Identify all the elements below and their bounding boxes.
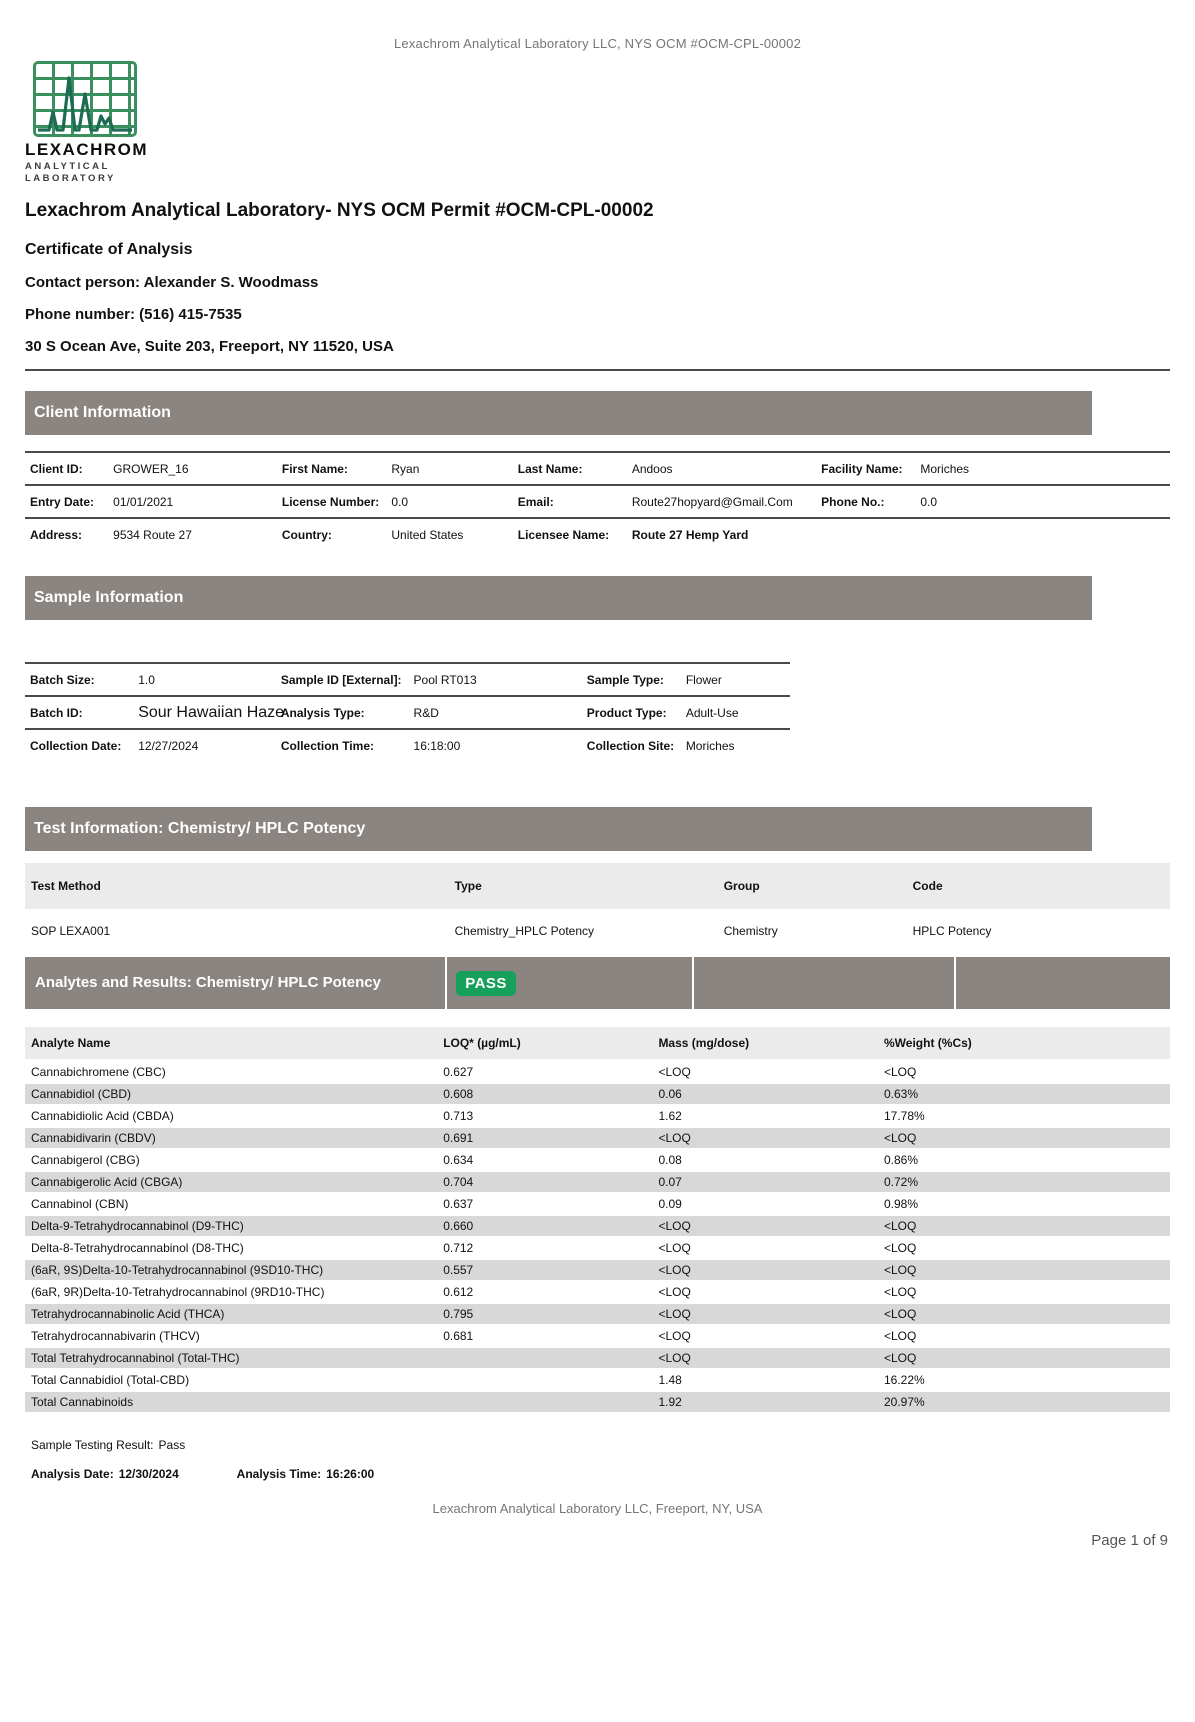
analyte-row — [25, 1392, 1170, 1412]
analytes-header-spacer-2 — [956, 957, 1170, 1009]
info-row — [25, 697, 790, 730]
client-info-section-header: Client Information — [25, 391, 1092, 435]
analyte-value: <LOQ — [658, 1329, 691, 1343]
contact-line: Contact person: Alexander S. Woodmass — [25, 274, 319, 291]
analyte-row — [25, 1370, 1170, 1390]
analytes-table-header — [25, 1027, 1170, 1059]
analyte-value: <LOQ — [884, 1351, 917, 1365]
test-table-body — [25, 909, 1170, 953]
analysis-date-label: Analysis Date: — [31, 1467, 114, 1481]
analyte-name: (6aR, 9R)Delta-10-Tetrahydrocannabinol (9RD10-THC) — [31, 1285, 325, 1299]
analyte-value: 0.06 — [658, 1087, 682, 1101]
analyte-name: Total Cannabinoids — [31, 1395, 134, 1409]
analysis-date-value: 12/30/2024 — [118, 1467, 179, 1481]
page-number: Page 1 of 9 — [1091, 1532, 1168, 1549]
analyte-value: 0.63% — [884, 1087, 919, 1101]
analyte-value: 0.07 — [658, 1175, 682, 1189]
analyte-value: 16.22% — [884, 1373, 925, 1387]
analysis-time-label: Analysis Time: — [236, 1467, 322, 1481]
field-value: Moriches — [920, 461, 970, 476]
page-header-text: Lexachrom Analytical Laboratory LLC, NYS OCM #OCM-CPL-00002 — [393, 36, 802, 51]
analytes-header-cell — [25, 957, 445, 1009]
column-header: LOQ* (µg/mL) — [443, 1036, 521, 1050]
lexachrom-logo — [25, 61, 155, 184]
analyte-value: 0.86% — [884, 1153, 919, 1167]
analyte-name: Cannabidiol (CBD) — [31, 1087, 132, 1101]
field-value: 01/01/2021 — [113, 494, 174, 509]
analyte-value: <LOQ — [658, 1285, 691, 1299]
analyte-row — [25, 1128, 1170, 1148]
field-label: Phone No.: — [821, 494, 885, 509]
analyte-name: Cannabichromene (CBC) — [31, 1065, 166, 1079]
analyte-name: Cannabidivarin (CBDV) — [31, 1131, 156, 1145]
analyte-value: <LOQ — [658, 1065, 691, 1079]
field-label: Facility Name: — [821, 461, 903, 476]
logo-sub-analytical: ANALYTICAL — [25, 161, 110, 172]
info-row — [25, 453, 1170, 486]
analyte-value: 0.704 — [443, 1175, 474, 1189]
test-table — [25, 863, 1170, 953]
test-cell: Chemistry — [723, 924, 778, 938]
analyte-value: <LOQ — [884, 1065, 917, 1079]
divider-rule — [25, 369, 1170, 371]
sample-testing-result-value: Pass — [158, 1438, 186, 1452]
field-label: Batch Size: — [30, 672, 95, 687]
analyte-value: <LOQ — [658, 1131, 691, 1145]
analyte-row — [25, 1238, 1170, 1258]
analyte-value: 0.634 — [443, 1153, 474, 1167]
field-value: 9534 Route 27 — [113, 527, 192, 542]
info-row — [25, 664, 790, 697]
analyte-row — [25, 1304, 1170, 1324]
analyte-value: 17.78% — [884, 1109, 925, 1123]
test-method-row — [25, 909, 1170, 953]
pass-status-badge: PASS — [456, 971, 516, 996]
analyte-value: 0.660 — [443, 1219, 474, 1233]
analyte-value: 0.713 — [443, 1109, 474, 1123]
field-label: Analysis Type: — [280, 705, 365, 720]
analyte-value: <LOQ — [884, 1263, 917, 1277]
field-value: Pool RT013 — [413, 672, 477, 687]
analyte-value: 0.691 — [443, 1131, 474, 1145]
field-value: 16:18:00 — [413, 738, 461, 753]
field-value: R&D — [413, 705, 439, 720]
test-cell: Chemistry_HPLC Potency — [454, 924, 595, 938]
analyte-row — [25, 1172, 1170, 1192]
column-header: %Weight (%Cs) — [884, 1036, 972, 1050]
sample-testing-result-label: Sample Testing Result: — [31, 1438, 154, 1452]
analytes-table — [25, 1027, 1170, 1412]
field-value: 0.0 — [391, 494, 409, 509]
field-label: License Number: — [281, 494, 380, 509]
field-label: Collection Time: — [280, 738, 374, 753]
analyte-value: <LOQ — [884, 1329, 917, 1343]
column-header: Test Method — [31, 879, 101, 893]
analyte-row — [25, 1216, 1170, 1236]
field-value: Sour Hawaiian Haze — [138, 703, 285, 721]
field-label: Licensee Name: — [517, 527, 610, 542]
analyte-row — [25, 1282, 1170, 1302]
analyte-value: <LOQ — [658, 1241, 691, 1255]
analyte-value: <LOQ — [884, 1307, 917, 1321]
analyte-value: <LOQ — [884, 1285, 917, 1299]
column-header: Analyte Name — [31, 1036, 111, 1050]
analyte-name: Cannabidiolic Acid (CBDA) — [31, 1109, 174, 1123]
analyte-value: 0.627 — [443, 1065, 474, 1079]
analyte-value: 0.637 — [443, 1197, 474, 1211]
analyte-value: 0.98% — [884, 1197, 919, 1211]
field-value: GROWER_16 — [113, 461, 189, 476]
analyte-row — [25, 1348, 1170, 1368]
analyte-value: <LOQ — [658, 1219, 691, 1233]
field-value: 0.0 — [920, 494, 938, 509]
test-info-section-header: Test Information: Chemistry/ HPLC Potency — [25, 807, 1092, 851]
certificate-title: Certificate of Analysis — [25, 241, 193, 258]
field-value: Flower — [685, 672, 722, 687]
field-value: 1.0 — [138, 672, 155, 687]
analytes-section-header — [25, 957, 1170, 1009]
field-value: Route 27 Hemp Yard — [631, 527, 749, 542]
analyte-value: <LOQ — [658, 1263, 691, 1277]
analyte-value: 1.92 — [658, 1395, 682, 1409]
field-value: Andoos — [631, 461, 673, 476]
field-label: Sample Type: — [586, 672, 664, 687]
test-table-header — [25, 863, 1170, 909]
page-title: Lexachrom Analytical Laboratory- NYS OCM Permit #OCM-CPL-00002 — [25, 200, 654, 221]
analysis-time — [237, 1467, 375, 1481]
analyte-value: 20.97% — [884, 1395, 925, 1409]
field-label: Entry Date: — [30, 494, 95, 509]
sample-testing-result — [25, 1438, 1170, 1452]
analyte-name: Delta-8-Tetrahydrocannabinol (D8-THC) — [31, 1241, 244, 1255]
chromatogram-logo-icon — [33, 61, 137, 137]
field-label: Address: — [30, 527, 83, 542]
info-row — [25, 519, 1170, 550]
column-header: Code — [912, 879, 943, 893]
column-header: Type — [454, 879, 482, 893]
analysis-time-value: 16:26:00 — [326, 1467, 375, 1481]
analyte-value: <LOQ — [884, 1219, 917, 1233]
analyte-name: (6aR, 9S)Delta-10-Tetrahydrocannabinol (9SD10-THC) — [31, 1263, 324, 1277]
analyte-value: 0.557 — [443, 1263, 474, 1277]
analyte-value: 0.72% — [884, 1175, 919, 1189]
column-header: Mass (mg/dose) — [658, 1036, 750, 1050]
analyte-name: Tetrahydrocannabivarin (THCV) — [31, 1329, 200, 1343]
analyte-value: <LOQ — [658, 1307, 691, 1321]
analyte-value: 0.612 — [443, 1285, 474, 1299]
test-cell: HPLC Potency — [912, 924, 992, 938]
analytes-table-body — [25, 1062, 1170, 1412]
address-line: 30 S Ocean Ave, Suite 203, Freeport, NY 11520, USA — [25, 338, 394, 355]
info-row — [25, 730, 790, 761]
analytes-status-cell — [447, 957, 692, 1009]
analyte-value: 0.08 — [658, 1153, 682, 1167]
field-label: Country: — [281, 527, 332, 542]
certificate-page — [0, 36, 1195, 1549]
analyte-value: 0.681 — [443, 1329, 474, 1343]
field-label: Collection Site: — [586, 738, 675, 753]
analytes-header-spacer-1 — [694, 957, 954, 1009]
analyte-row — [25, 1326, 1170, 1346]
field-value: Ryan — [391, 461, 420, 476]
analyte-name: Cannabinol (CBN) — [31, 1197, 129, 1211]
analytes-title: Analytes and Results: Chemistry/ HPLC Potency — [35, 973, 381, 991]
analyte-row — [25, 1106, 1170, 1126]
test-cell: SOP LEXA001 — [31, 924, 111, 938]
field-label: Email: — [517, 494, 554, 509]
info-row — [25, 486, 1170, 519]
field-label: Last Name: — [517, 461, 583, 476]
sample-info-table — [25, 662, 790, 761]
analyte-row — [25, 1084, 1170, 1104]
field-value: United States — [391, 527, 464, 542]
phone-line: Phone number: (516) 415-7535 — [25, 306, 242, 323]
analyte-name: Tetrahydrocannabinolic Acid (THCA) — [31, 1307, 225, 1321]
field-value: 12/27/2024 — [138, 738, 199, 753]
analyte-value: <LOQ — [658, 1351, 691, 1365]
analyte-row — [25, 1150, 1170, 1170]
analyte-value: 0.712 — [443, 1241, 474, 1255]
sample-info-section-header: Sample Information — [25, 576, 1092, 620]
field-value: Moriches — [685, 738, 735, 753]
analyte-value: <LOQ — [884, 1241, 917, 1255]
analysis-info-line — [25, 1467, 1170, 1481]
analyte-value: 1.48 — [658, 1373, 682, 1387]
analyte-name: Delta-9-Tetrahydrocannabinol (D9-THC) — [31, 1219, 244, 1233]
analyte-name: Cannabigerol (CBG) — [31, 1153, 140, 1167]
field-label: Batch ID: — [30, 705, 83, 720]
analysis-date — [31, 1467, 179, 1481]
analyte-name: Total Tetrahydrocannabinol (Total-THC) — [31, 1351, 240, 1365]
analyte-value: 0.795 — [443, 1307, 474, 1321]
field-label: Sample ID [External]: — [280, 672, 402, 687]
column-header: Group — [723, 879, 760, 893]
logo-sub-laboratory: LABORATORY — [25, 173, 116, 184]
analyte-name: Total Cannabidiol (Total-CBD) — [31, 1373, 190, 1387]
logo-wordmark: LEXACHROM — [25, 140, 149, 159]
field-value: Adult-Use — [685, 705, 739, 720]
analyte-name: Cannabigerolic Acid (CBGA) — [31, 1175, 183, 1189]
field-label: First Name: — [281, 461, 348, 476]
analyte-value: 1.62 — [658, 1109, 682, 1123]
field-value: Route27hopyard@Gmail.Com — [631, 494, 793, 509]
analyte-row — [25, 1194, 1170, 1214]
field-label: Client ID: — [30, 461, 83, 476]
analyte-value: 0.09 — [658, 1197, 682, 1211]
field-label: Product Type: — [586, 705, 667, 720]
analyte-row — [25, 1062, 1170, 1082]
analyte-value: <LOQ — [884, 1131, 917, 1145]
page-footer-text: Lexachrom Analytical Laboratory LLC, Freeport, NY, USA — [432, 1501, 763, 1516]
analyte-value: 0.608 — [443, 1087, 474, 1101]
client-info-table — [25, 451, 1170, 550]
field-label: Collection Date: — [30, 738, 122, 753]
analyte-row — [25, 1260, 1170, 1280]
